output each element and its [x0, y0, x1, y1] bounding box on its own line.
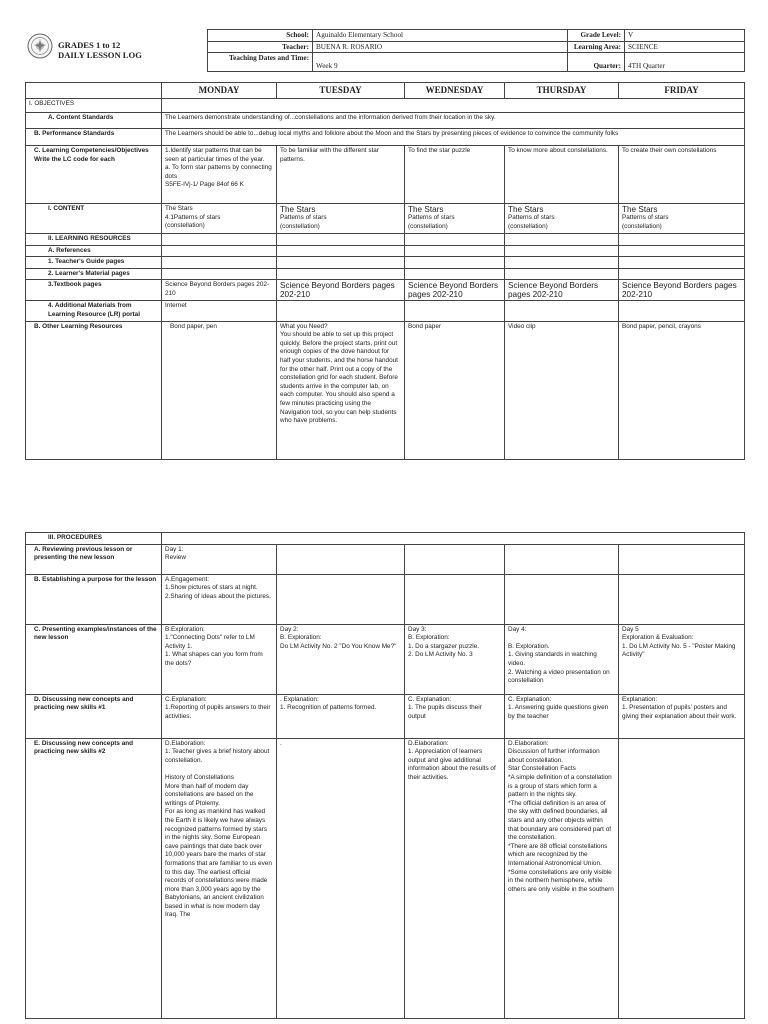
additional-tuesday: [277, 301, 405, 321]
grade-level-label: Grade Level:: [568, 30, 625, 42]
procedure-b-label: B. Establishing a purpose for the lesson: [26, 574, 162, 624]
learners-material-label: 2. Learner's Material pages: [26, 268, 162, 280]
competencies-monday: 1.Identify star patterns that can be seen at particular times of the year. a. To form star patterns by connecting dots S5FE-IVj-1/ Page 84of 66 K: [162, 146, 277, 204]
school-label: School:: [208, 30, 313, 42]
lr-tuesday: [277, 234, 405, 246]
lr-thursday: [505, 234, 619, 246]
procedures-blank: [162, 533, 745, 545]
content-detail: 4.1Patterns of stars (constellation): [165, 213, 221, 230]
content-title: The Stars: [280, 205, 316, 214]
learning-area-label: Learning Area:: [568, 41, 625, 53]
procedure-d-label: D. Discussing new concepts and practicing new skills #1: [26, 694, 162, 738]
textbook-wednesday: Science Beyond Borders pages 202-210: [405, 280, 505, 301]
lr-friday: [619, 234, 745, 246]
deped-seal-icon: [27, 33, 53, 59]
procedure-b-monday: A.Engagement: 1.Show pictures of stars at night. 2.Sharing of ideas about the pictures.: [162, 574, 277, 624]
lm-monday: [162, 268, 277, 280]
additional-friday: [619, 301, 745, 321]
quarter-label: Quarter:: [568, 53, 625, 72]
content-title: The Stars: [508, 205, 544, 214]
content-detail: Patterns of stars (constellation): [408, 214, 455, 230]
form-title-line1: GRADES 1 to 12: [58, 40, 121, 50]
procedure-c-tuesday: Day 2: B. Exploration: Do LM Activity No. 2 "Do You Know Me?": [277, 624, 405, 694]
additional-monday: Internet: [162, 301, 277, 321]
content-standards-label: A. Content Standards: [26, 113, 162, 129]
procedure-a-friday: [619, 544, 745, 574]
additional-thursday: [505, 301, 619, 321]
day-monday: MONDAY: [162, 83, 277, 99]
teachers-guide-label: 1. Teacher's Guide pages: [26, 257, 162, 269]
lr-monday: [162, 234, 277, 246]
content-tuesday: [277, 204, 405, 234]
other-wednesday: Bond paper: [405, 321, 505, 459]
day-header-blank: [26, 83, 162, 99]
day-friday: FRIDAY: [619, 83, 745, 99]
learning-resources-heading: II. LEARNING RESOURCES: [26, 234, 162, 246]
content-title: The Stars: [408, 205, 444, 214]
procedure-c-thursday: Day 4: B. Exploration. 1. Giving standards in watching video. 2. Watching a video presentation on constellation: [505, 624, 619, 694]
procedure-b-wednesday: [405, 574, 505, 624]
quarter-value: 4TH Quarter: [625, 53, 745, 72]
competencies-tuesday: To be familiar with the different star patterns.: [277, 146, 405, 204]
content-friday: [619, 204, 745, 234]
ref-monday: [162, 245, 277, 257]
textbook-monday: Science Beyond Borders pages 202-210: [162, 280, 277, 301]
form-title-line2: DAILY LESSON LOG: [58, 50, 142, 60]
form-title: [58, 40, 142, 60]
procedure-d-thursday: C. Explanation: 1. Answering guide questions given by the teacher: [505, 694, 619, 738]
procedure-a-tuesday: [277, 544, 405, 574]
day-wednesday: WEDNESDAY: [405, 83, 505, 99]
procedure-b-thursday: [505, 574, 619, 624]
competencies-wednesday: To find the star puzzle: [405, 146, 505, 204]
other-thursday: Video clip: [505, 321, 619, 459]
lr-wednesday: [405, 234, 505, 246]
objectives-heading: I. OBJECTIVES: [26, 99, 162, 113]
tg-friday: [619, 257, 745, 269]
procedure-e-monday: D.Elaboration: 1. Teacher gives a brief history about constellation. History of Constellations More than half of modern day constellations are based on the writings of Ptolemy. For as long as mankind has walked the Earth it is likely we have always recognized patterns formed by stars in the nights sky. Some European cave paintings that date back over 10,000 years bare the marks of star formations that are familiar to us even to this day. The earliest official records of constellations were made more than 3,000 years ago by the Babylonians, an ancient civilization based in what is now modern day Iraq. The: [162, 738, 277, 1018]
school-value: Aguinaldo Elementary School: [313, 30, 568, 42]
procedure-d-wednesday: C. Explanation: 1. The pupils discuss their output: [405, 694, 505, 738]
procedure-e-thursday: D.Elaboration: Discussion of further information about constellation. Star Constellation Facts *A simple definition of a constellation is a group of stars which form a pattern in the nights sky. *The official definition is an area of the sky with defined boundaries, all stars and any other objects within that boundary are considered part of the constellation. *There are 88 official constellations which are recognized by the International Astronomical Union. *Some constellations are only visible in the northern hemisphere, while others are only visible in the southern: [505, 738, 619, 1018]
textbook-tuesday: Science Beyond Borders pages 202-210: [277, 280, 405, 301]
content-thursday: [505, 204, 619, 234]
additional-materials-label: 4. Additional Materials from Learning Resource (LR) portal: [26, 301, 162, 321]
other-monday: Bond paper, pen: [162, 321, 277, 459]
procedure-b-friday: [619, 574, 745, 624]
day-tuesday: TUESDAY: [277, 83, 405, 99]
grade-level-value: V: [625, 30, 745, 42]
lesson-log-table-1: [25, 82, 745, 460]
ref-thursday: [505, 245, 619, 257]
procedure-a-label: A. Reviewing previous lesson or presenting the new lesson: [26, 544, 162, 574]
day-thursday: THURSDAY: [505, 83, 619, 99]
teaching-dates-value: Week 9: [313, 53, 568, 72]
day-header-row: [26, 83, 745, 99]
lm-tuesday: [277, 268, 405, 280]
content-detail: Patterns of stars (constellation): [280, 214, 327, 230]
other-tuesday: What you Need? You should be able to set up this project quickly. Before the project starts, print out enough copies of the dove handout for half your students, and the horse handout for the other half. Print out a copy of the constellation grid for each student. Before students arrive in the computer lab, on each computer. You should also spend a few minutes practicing using the Navigation tool, so you can help students who have problems.: [277, 321, 405, 459]
references-label: A. References: [26, 245, 162, 257]
procedure-d-tuesday: . Explanation: 1. Recognition of patterns formed.: [277, 694, 405, 738]
content-title: The Stars: [622, 205, 658, 214]
content-detail: Patterns of stars (constellation): [622, 214, 669, 230]
procedure-b-tuesday: [277, 574, 405, 624]
ref-friday: [619, 245, 745, 257]
content-monday: [162, 204, 277, 234]
procedure-a-monday: Day 1: Review: [162, 544, 277, 574]
textbook-pages-label: 3.Textbook pages: [26, 280, 162, 301]
procedure-c-label: C. Presenting examples/instances of the new lesson: [26, 624, 162, 694]
content-detail: Patterns of stars (constellation): [508, 214, 555, 230]
other-resources-label: B. Other Learning Resources: [26, 321, 162, 459]
lesson-log-table-2: [25, 532, 745, 1019]
procedure-e-tuesday: .: [277, 738, 405, 1018]
competencies-label: C. Learning Competencies/Objectives Write the LC code for each: [26, 146, 162, 204]
competencies-thursday: To know more about constellations.: [505, 146, 619, 204]
tg-tuesday: [277, 257, 405, 269]
content-label: I. CONTENT: [26, 204, 162, 234]
content-wednesday: [405, 204, 505, 234]
competencies-friday: To create their own constellations: [619, 146, 745, 204]
teacher-label: Teacher:: [208, 41, 313, 53]
header-info-table: [207, 29, 745, 72]
learning-area-value: SCIENCE: [625, 41, 745, 53]
procedure-a-thursday: [505, 544, 619, 574]
content-title: The Stars: [165, 205, 193, 212]
procedure-e-friday: [619, 738, 745, 1018]
ref-tuesday: [277, 245, 405, 257]
procedure-e-wednesday: D.Elaboration: 1. Appreciation of learners output and give additional information about the results of their activities.: [405, 738, 505, 1018]
objectives-blank: [162, 99, 745, 113]
lm-thursday: [505, 268, 619, 280]
lm-wednesday: [405, 268, 505, 280]
tg-wednesday: [405, 257, 505, 269]
procedures-heading: III. PROCEDURES: [26, 533, 162, 545]
performance-standards-label: B. Performance Standards: [26, 129, 162, 146]
procedure-a-wednesday: [405, 544, 505, 574]
content-standards-value: The Learners demonstrate understanding of...constellations and the information derived from their location in the sky.: [162, 113, 745, 129]
procedure-c-friday: Day 5 Exploration & Evaluation: 1. Do LM Activity No. 5 - "Poster Making Activity": [619, 624, 745, 694]
procedure-c-monday: B.Exploration: 1."Connecting Dots" refer to LM Activity 1. 1. What shapes can you form from the dots?: [162, 624, 277, 694]
performance-standards-value: The Learners should be able to...debug local myths and folklore about the Moon and the Stars by presenting pieces of evidence to convince the community folks: [162, 129, 745, 146]
textbook-friday: Science Beyond Borders pages 202-210: [619, 280, 745, 301]
procedure-d-friday: Explanation: 1. Presentation of pupils' posters and giving their explanation about their work.: [619, 694, 745, 738]
additional-wednesday: [405, 301, 505, 321]
ref-wednesday: [405, 245, 505, 257]
textbook-thursday: Science Beyond Borders pages 202-210: [505, 280, 619, 301]
teacher-value: BUENA R. ROSARIO: [313, 41, 568, 53]
other-friday: Bond paper, pencil, crayons: [619, 321, 745, 459]
tg-thursday: [505, 257, 619, 269]
procedure-e-label: E. Discussing new concepts and practicing new skills #2: [26, 738, 162, 1018]
tg-monday: [162, 257, 277, 269]
lm-friday: [619, 268, 745, 280]
procedure-c-wednesday: Day 3: B. Exploration: 1. Do a stargazer puzzle. 2. Do LM Activity No. 3: [405, 624, 505, 694]
teaching-dates-label: Teaching Dates and Time:: [208, 53, 313, 72]
procedure-d-monday: C.Explanation: 1.Reporting of pupils answers to their activities.: [162, 694, 277, 738]
